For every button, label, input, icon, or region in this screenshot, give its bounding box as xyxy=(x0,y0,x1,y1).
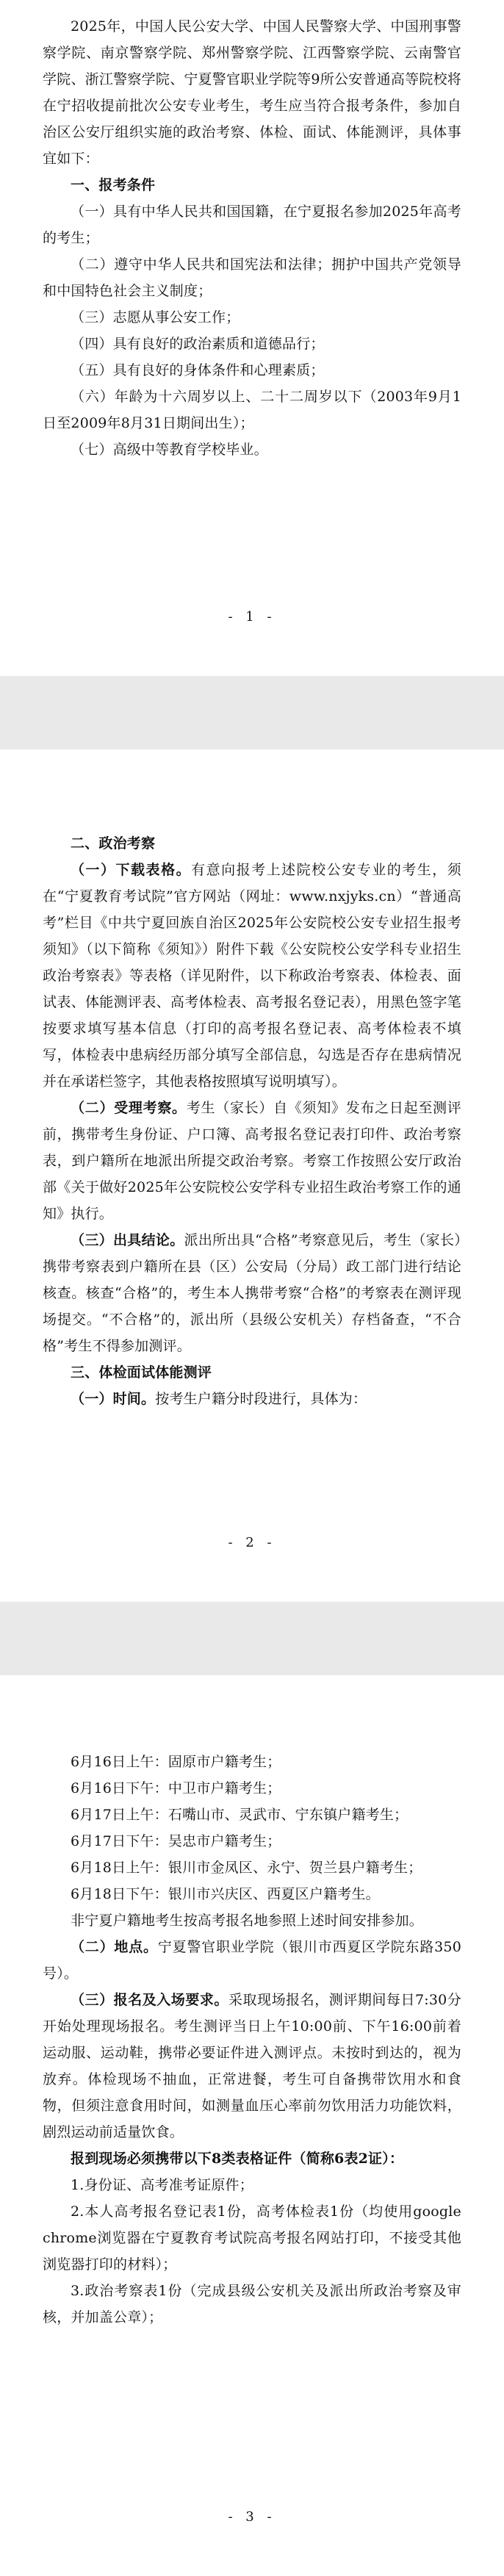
accept-lead: （二）受理考察。 xyxy=(71,1100,187,1116)
result-body: 派出所出具“合格”考察意见后，考生（家长）携带考察表到户籍所在县（区）公安局（分局）政工部门进行结论核查。核查“合格”的，考生本人携带考察“合格”的考察表在测评现场提交。“不合格”的，派出所（县级公安机关）存档备查，“不合格”考生不得参加测评。 xyxy=(43,1232,461,1354)
page-1 xyxy=(0,0,504,676)
condition-7: （七）高级中等教育学校毕业。 xyxy=(71,442,268,458)
location-body: 宁夏警官职业学院（银川市西夏区学院东路350号）。 xyxy=(43,1939,462,1982)
time-lead: （一）时间。 xyxy=(71,1391,156,1407)
material-item: 1.身份证、高考准考证原件； xyxy=(71,2177,253,2193)
schedule-item: 6月18日上午：银川市金凤区、永宁、贺兰县户籍考生； xyxy=(71,1860,422,1876)
condition-3: （三）志愿从事公安工作； xyxy=(71,309,240,325)
non-local-note: 非宁夏户籍地考生按高考报名地参照上述时间安排参加。 xyxy=(71,1913,424,1929)
accept-body: 考生（家长）自《须知》发布之日起至测评前，携带考生身份证、户口簿、高考报名登记表打印件、政治考察表，到户籍所在地派出所提交政治考察。考察工作按照公安厅政治部《关于做好2025年公安院校公安学科专业招生政治考察工作的通知》执行。 xyxy=(43,1100,461,1222)
schedule-item: 6月17日上午：石嘴山市、灵武市、宁东镇户籍考生； xyxy=(71,1807,408,1823)
material-item: 2.本人高考报名登记表1份，高考体检表1份（均使用google chrome浏览器在宁夏教育考试院高考报名网站打印，不接受其他浏览器打印的材料）； xyxy=(43,2203,461,2273)
page-number: - 2 - xyxy=(228,1535,276,1550)
condition-1: （一）具有中华人民共和国国籍，在宁夏报名参加2025年高考的考生； xyxy=(43,204,461,246)
material-item: 3.政治考察表1份（完成县级公安机关及派出所政治考察及审核，并加盖公章）； xyxy=(43,2283,461,2325)
download-paragraph xyxy=(43,857,461,1095)
download-body: 有意向报考上述院校公安专业的考生，须在“宁夏教育考试院”官方网站（网址：www.nxjyks.cn）“普通高考”栏目《中共宁夏回族自治区2025年公安院校公安专业招生报考须知》（以下简称《须知》）附件下载《公安院校公安学科专业招生政治考察表》等表格（详见附件，以下称政治考察表、体检表、面试表、体能测评表、高考体检表、高考报名登记表），用黑色签字笔按要求填写基本信息（打印的高考报名登记表、高考体检表不填写，体检表中患病经历部分填写全部信息，勾选是否存在患病情况并在承诺栏签字，其他表格按照填写说明填写）。 xyxy=(43,862,461,1090)
condition-4: （四）具有良好的政治素质和道德品行； xyxy=(71,336,325,352)
registration-paragraph xyxy=(43,1987,461,2145)
registration-body: 采取现场报名，测评期间每日7:30分开始处理现场报名。考生测评当日上午10:00前、下午16:00前着运动服、运动鞋，携带必要证件进入测评点。未按时到达的，视为放弃。体检现场不抽血，正常进餐，考生可自备携带饮用水和食物，但须注意食用时间，如测量血压心率前勿饮用活力功能饮料，剧烈运动前适量饮食。 xyxy=(43,1992,461,2140)
result-lead: （三）出具结论。 xyxy=(71,1232,184,1248)
page-3 xyxy=(0,1675,504,2576)
schedule-item: 6月16日上午：固原市户籍考生； xyxy=(71,1754,281,1770)
schedule-item: 6月17日下午：吴忠市户籍考生； xyxy=(71,1833,281,1849)
materials-title: 报到现场必须携带以下8类表格证件（简称6表2证）： xyxy=(71,2151,404,2167)
schedule-item: 6月18日下午：银川市兴庆区、西夏区户籍考生。 xyxy=(71,1886,380,1902)
location-paragraph xyxy=(43,1934,461,1987)
section-title-political-review: 二、政治考察 xyxy=(71,835,156,852)
time-paragraph xyxy=(43,1386,461,1412)
download-lead: （一）下载表格。 xyxy=(71,862,192,878)
condition-5: （五）具有良好的身体条件和心理素质； xyxy=(71,362,325,378)
page-2 xyxy=(0,749,504,1602)
section-title-requirements: 一、报考条件 xyxy=(71,177,156,193)
condition-2: （二）遵守中华人民共和国宪法和法律；拥护中国共产党领导和中国特色社会主义制度； xyxy=(43,256,461,299)
condition-6: （六）年龄为十六周岁以上、二十二周岁以下（2003年9月1日至2009年8月31日期间出生）； xyxy=(43,389,461,431)
schedule-item: 6月16日下午：中卫市户籍考生； xyxy=(71,1780,281,1796)
accept-paragraph xyxy=(43,1095,461,1227)
result-paragraph xyxy=(43,1227,461,1359)
location-lead: （二）地点。 xyxy=(71,1939,158,1955)
page-number: - 1 - xyxy=(228,609,276,625)
page-gap xyxy=(0,1602,504,1675)
intro-paragraph: 2025年，中国人民公安大学、中国人民警察大学、中国刑事警察学院、南京警察学院、郑州警察学院、江西警察学院、云南警官学院、浙江警察学院、宁夏警官职业学院等9所公安普通高等院校将在宁招收提前批次公安专业考生，考生应当符合报考条件，参加自治区公安厅组织实施的政治考察、体检、面试、体能测评，具体事宜如下： xyxy=(43,18,461,167)
page-gap xyxy=(0,676,504,749)
section-title-physical-test: 三、体检面试体能测评 xyxy=(71,1364,212,1381)
time-body: 按考生户籍分时段进行，具体为： xyxy=(155,1391,367,1407)
registration-lead: （三）报名及入场要求。 xyxy=(71,1992,228,2008)
page-number: - 3 - xyxy=(228,2509,276,2525)
